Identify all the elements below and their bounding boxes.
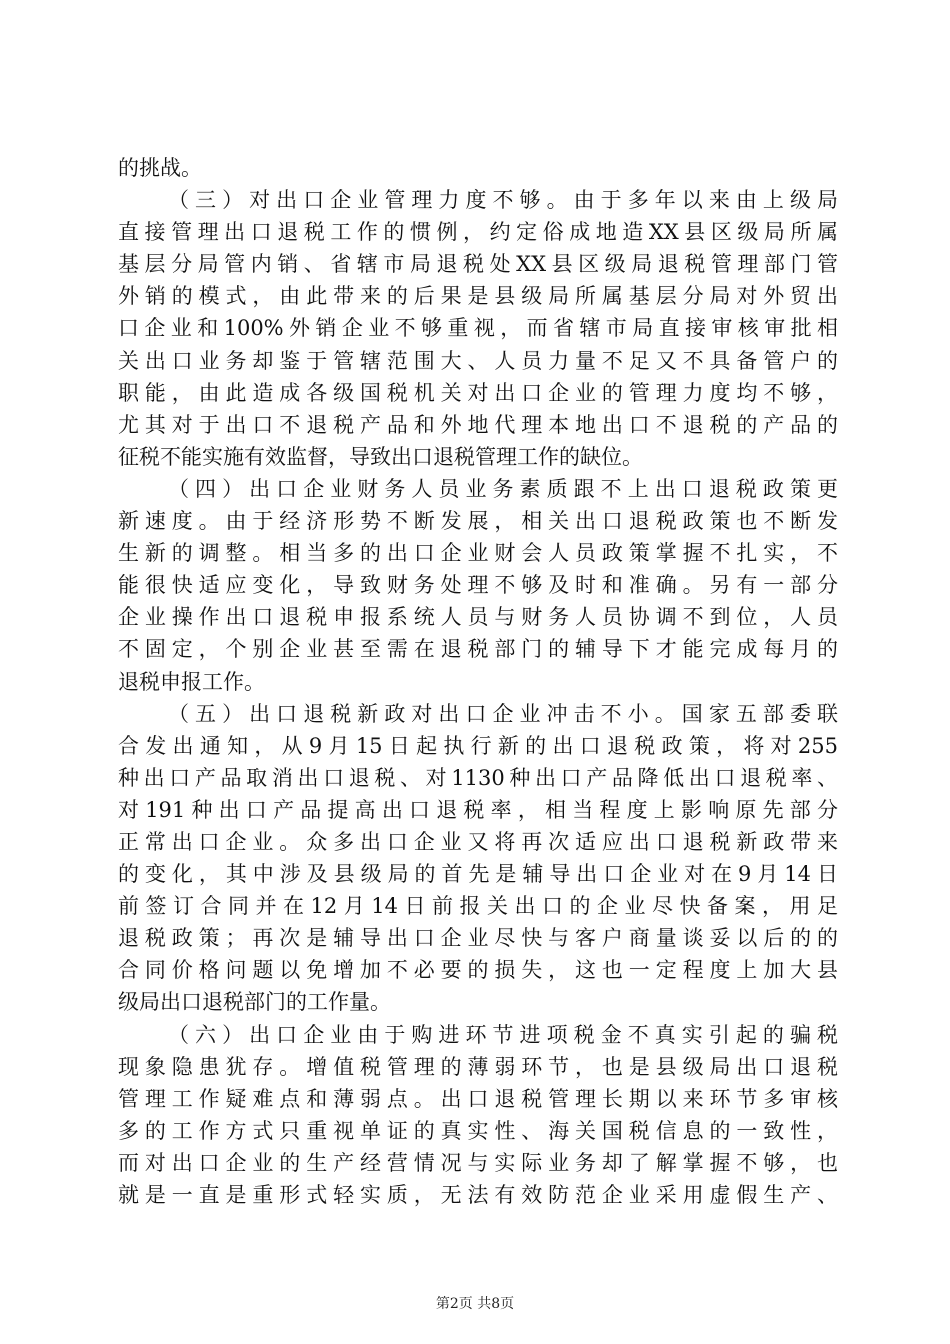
text-line: 合同价格问题以免增加不必要的损失，这也一定程度上加大县 [118, 958, 838, 983]
text-line: （四）出口企业财务人员业务素质跟不上出口退税政策更 [168, 476, 838, 501]
text-line: （六）出口企业由于购进环节进项税金不真实引起的骗税 [168, 1022, 838, 1047]
text-line: 征税不能实施有效监督，导致出口退税管理工作的缺位。 [118, 444, 643, 469]
text-line: 的变化，其中涉及县级局的首先是辅导出口企业对在9月14日 [118, 862, 838, 887]
text-line: 合发出通知，从9月15日起执行新的出口退税政策，将对255 [118, 733, 838, 758]
text-line: 口企业和100%外销企业不够重视，而省辖市局直接审核审批相 [118, 316, 838, 341]
text-line: 新速度。由于经济形势不断发展，相关出口退税政策也不断发 [118, 509, 838, 534]
text-line: 不固定，个别企业甚至需在退税部门的辅导下才能完成每月的 [118, 637, 838, 662]
page-footer [0, 1293, 950, 1313]
text-line: 级局出口退税部门的工作量。 [118, 990, 391, 1015]
text-line: 退税政策；再次是辅导出口企业尽快与客户商量谈妥以后的的 [118, 926, 838, 951]
text-line: 生新的调整。相当多的出口企业财会人员政策掌握不扎实，不 [118, 541, 838, 566]
text-line: 种出口产品取消出口退税、对1130种出口产品降低出口退税率、 [118, 765, 838, 790]
text-line: 多的工作方式只重视单证的真实性、海关国税信息的一致性， [118, 1118, 838, 1143]
document-body [118, 152, 838, 1211]
text-line: 对191种出口产品提高出口退税率，相当程度上影响原先部分 [118, 797, 838, 822]
text-line: 正常出口企业。众多出口企业又将再次适应出口退税新政带来 [118, 829, 838, 854]
text-line: （五）出口退税新政对出口企业冲击不小。国家五部委联 [168, 701, 838, 726]
text-line: 退税申报工作。 [118, 669, 265, 694]
text-line: 而对出口企业的生产经营情况与实际业务却了解掌握不够，也 [118, 1150, 838, 1175]
text-line: 外销的模式，由此带来的后果是县级局所属基层分局对外贸出 [118, 284, 838, 309]
text-line: 尤其对于出口不退税产品和外地代理本地出口不退税的产品的 [118, 412, 838, 437]
text-line: 关出口业务却鉴于管辖范围大、人员力量不足又不具备管户的 [118, 348, 838, 373]
text-line: 能很快适应变化，导致财务处理不够及时和准确。另有一部分 [118, 573, 838, 598]
text-line: 的挑战。 [118, 156, 202, 180]
text-line: 职能，由此造成各级国税机关对出口企业的管理力度均不够， [118, 380, 838, 405]
text-line: 管理工作疑难点和薄弱点。出口退税管理长期以来环节多审核 [118, 1086, 838, 1111]
text-line: 企业操作出口退税申报系统人员与财务人员协调不到位，人员 [118, 605, 838, 630]
text-line: 前签订合同并在12月14日前报关出口的企业尽快备案，用足 [118, 894, 838, 919]
page-number: 第2页 共8页 [435, 1296, 515, 1312]
text-line: 基层分局管内销、省辖市局退税处XX县区级局退税管理部门管 [118, 252, 838, 277]
text-line: 现象隐患犹存。增值税管理的薄弱环节，也是县级局出口退税 [118, 1054, 838, 1079]
text-line: （三）对出口企业管理力度不够。由于多年以来由上级局 [168, 188, 838, 213]
text-line: 就是一直是重形式轻实质，无法有效防范企业采用虚假生产、 [118, 1183, 838, 1207]
text-line: 直接管理出口退税工作的惯例，约定俗成地造XX县区级局所属 [118, 220, 838, 245]
